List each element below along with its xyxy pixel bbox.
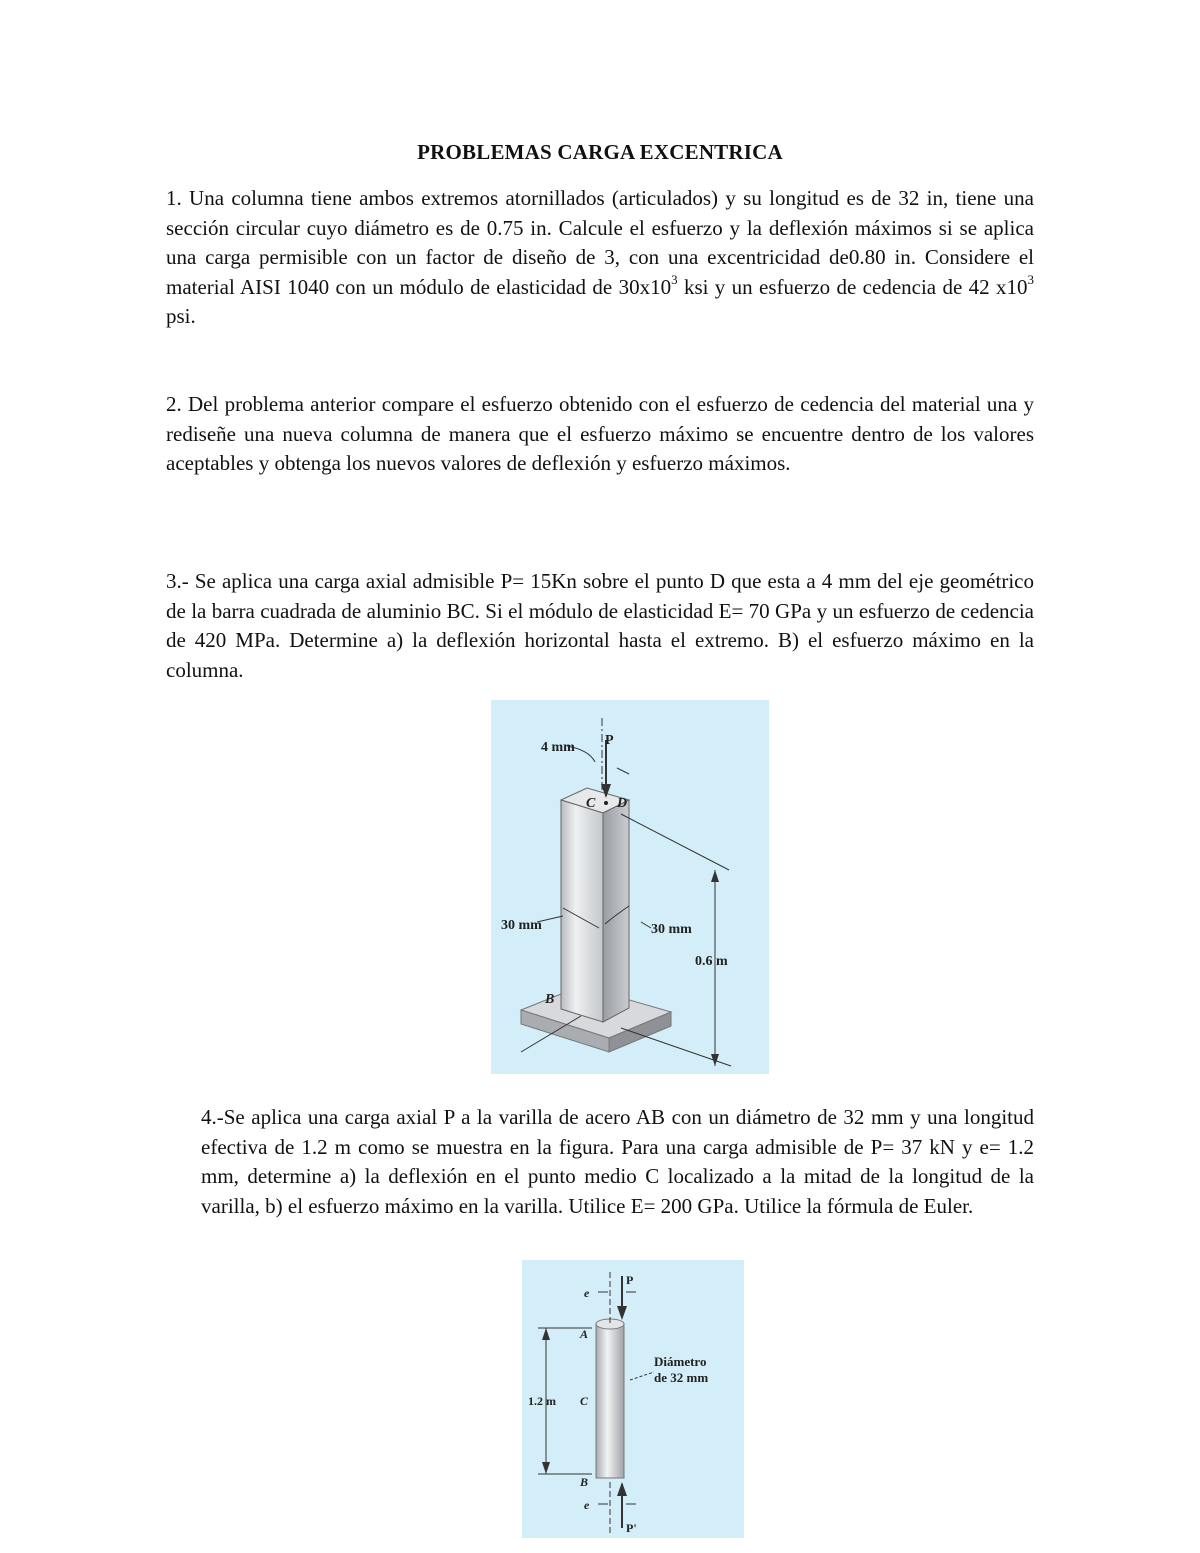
height-arrow-top [711, 870, 719, 882]
bottom-load-head [617, 1482, 627, 1496]
label-ecc-top: e [584, 1286, 590, 1300]
label-point-c: C [586, 796, 596, 811]
point-d-dot [604, 801, 608, 805]
problem-1-text-c: psi. [166, 304, 196, 329]
document-title: PROBLEMAS CARGA EXCENTRICA [417, 140, 783, 164]
round-rod-drawing [522, 1260, 744, 1538]
label-point-b: B [580, 1475, 589, 1489]
label-offset: 4 mm [541, 740, 575, 755]
problem-4: 4.-Se aplica una carga axial P a la varilla de acero AB con un diámetro de 32 mm y una longitud efectiva de 1.2 m como se muestra en la figura. Para una carga admisible de P= 37 kN y e= 1.2 mm, determine a) la deflexión en el punto medio C localizado a la mitad de la longitud de la varilla, b) el esfuerzo máximo en la varilla. Utilice E= 200 GPa. Utilice la fórmula de Euler. [201, 1105, 1034, 1218]
label-height: 0.6 m [695, 954, 728, 969]
offset-tick [617, 768, 629, 774]
square-column-drawing [491, 700, 769, 1074]
label-width-right: 30 mm [651, 922, 692, 937]
label-diameter-2: de 32 mm [654, 1370, 709, 1385]
label-point-c: C [580, 1394, 589, 1408]
rod-body [596, 1324, 624, 1478]
label-width-left: 30 mm [501, 918, 542, 933]
label-length: 1.2 m [528, 1394, 556, 1408]
problem-1-sup-b: 3 [1027, 271, 1034, 287]
length-arrow-bottom [542, 1462, 550, 1474]
height-ext-top [621, 814, 729, 870]
label-point-a: A [580, 1327, 589, 1341]
problem-1-sup-a: 3 [671, 271, 678, 287]
length-arrow-top [542, 1328, 550, 1340]
label-ecc-bottom: e [584, 1498, 590, 1512]
label-load-p: P [605, 733, 614, 748]
column-front-face [561, 800, 603, 1022]
figure-square-column [491, 700, 769, 1074]
problem-1 [166, 184, 1034, 332]
top-load-head [617, 1306, 627, 1320]
problem-2: 2. Del problema anterior compare el esfuerzo obtenido con el esfuerzo de cedencia del material una y rediseñe una nueva columna de manera que el esfuerzo máximo se encuentre dentro de los valores aceptables y obtenga los nuevos valores de deflexión y esfuerzo máximos. [166, 392, 1034, 476]
label-diameter-1: Diámetro [654, 1354, 707, 1369]
label-point-b: B [545, 992, 555, 1007]
problem-1-text-a: 1. Una columna tiene ambos extremos atornillados (articulados) y su longitud es de 32 in, tiene una sección circular cuyo diámetro es de 0.75 in. Calcule el esfuerzo y la deflexión máximos si se aplica una carga permisible con un factor de diseño de 3, con una excentricidad de0.80 in. Considere el material AISI 1040 con un módulo de elasticidad de 30x10 [166, 186, 1034, 299]
label-load-bottom: P' [626, 1521, 637, 1535]
column-side-face [603, 800, 629, 1022]
problem-3: 3.- Se aplica una carga axial admisible P= 15Kn sobre el punto D que esta a 4 mm del eje geométrico de la barra cuadrada de aluminio BC. Si el módulo de elasticidad E= 70 GPa y un esfuerzo de cedencia de 420 MPa. Determine a) la deflexión horizontal hasta el extremo. B) el esfuerzo máximo en la columna. [166, 569, 1034, 682]
label-point-d: D [617, 796, 628, 811]
diameter-leader [630, 1372, 654, 1380]
figure-round-rod [522, 1260, 744, 1538]
problem-1-text-b: ksi y un esfuerzo de cedencia de 42 x10 [677, 274, 1028, 299]
label-load-top: P [626, 1273, 634, 1287]
width-right-leader [641, 922, 651, 928]
